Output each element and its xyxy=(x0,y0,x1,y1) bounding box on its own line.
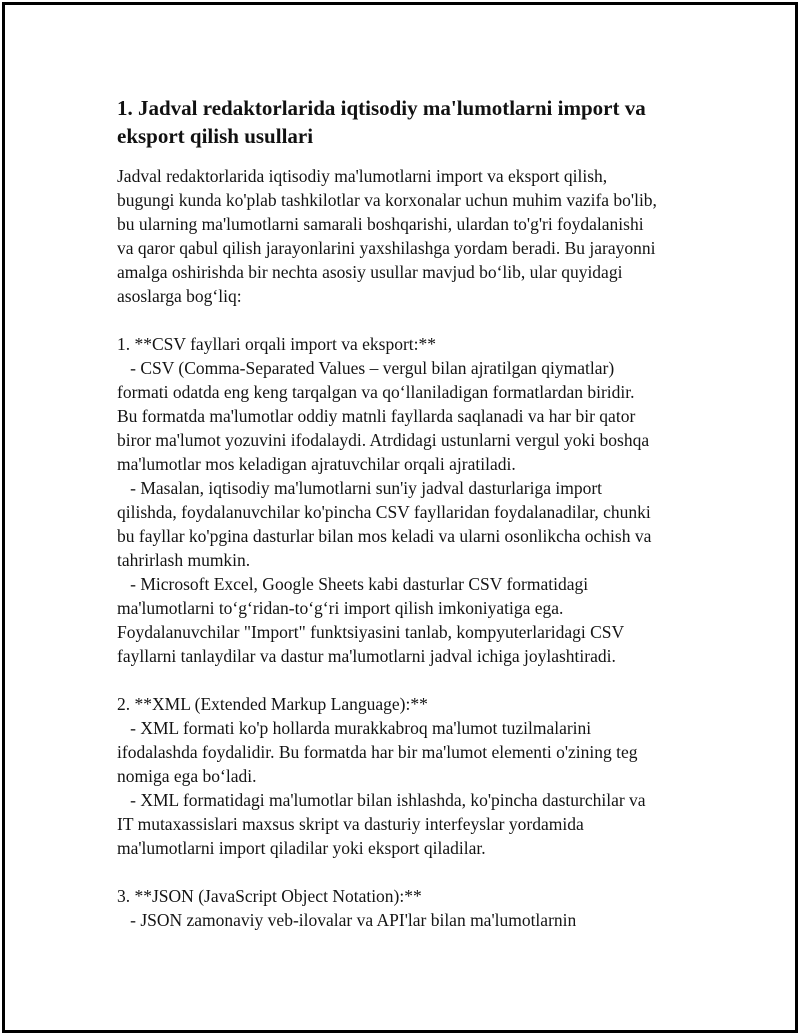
document-body xyxy=(117,164,707,932)
body-line: tahrirlash mumkin. xyxy=(117,550,251,570)
blank-line xyxy=(117,668,707,692)
body-line: bugungi kunda ko'plab tashkilotlar va korxonalar uchun muhim vazifa bo'lib, xyxy=(117,190,657,210)
blank-line xyxy=(117,860,707,884)
body-line: IT mutaxassislari maxsus skript va dasturiy interfeyslar yordamida xyxy=(117,814,584,834)
body-line: Bu formatda ma'lumotlar oddiy matnli fayllarda saqlanadi va har bir qator xyxy=(117,406,636,426)
body-line: - CSV (Comma-Separated Values – vergul bilan ajratilgan qiymatlar) xyxy=(117,358,615,378)
body-line: ma'lumotlar mos keladigan ajratuvchilar orqali ajratiladi. xyxy=(117,454,516,474)
body-line: va qaror qabul qilish jarayonlarini yaxshilashga yordam beradi. Bu jarayonni xyxy=(117,238,656,258)
body-line: 1. **CSV fayllari orqali import va eksport:** xyxy=(117,334,437,354)
body-line: bu ularning ma'lumotlarni samarali boshqarishi, ulardan to'g'ri foydalanishi xyxy=(117,214,644,234)
document-title: 1. Jadval redaktorlarida iqtisodiy ma'lumotlarni import va eksport qilish usullari xyxy=(117,96,646,148)
body-line: fayllarni tanlaydilar va dastur ma'lumotlarni jadval ichiga joylashtiradi. xyxy=(117,646,616,666)
body-line: - JSON zamonaviy veb-ilovalar va API'lar bilan ma'lumotlarnin xyxy=(117,910,577,930)
body-line: formati odatda eng keng tarqalgan va qo‘llaniladigan formatlardan biridir. xyxy=(117,382,635,402)
document-content xyxy=(117,94,707,932)
body-line: nomiga ega bo‘ladi. xyxy=(117,766,257,786)
body-line: Jadval redaktorlarida iqtisodiy ma'lumotlarni import va eksport qilish, xyxy=(117,166,608,186)
body-line: amalga oshirishda bir nechta asosiy usullar mavjud bo‘lib, ular quyidagi xyxy=(117,262,623,282)
body-line: asoslarga bog‘liq: xyxy=(117,286,242,306)
body-line: bu fayllar ko'pgina dasturlar bilan mos keladi va ularni osonlikcha ochish va xyxy=(117,526,652,546)
body-line: - XML formati ko'p hollarda murakkabroq ma'lumot tuzilmalarini xyxy=(117,718,592,738)
body-line: qilishda, foydalanuvchilar ko'pincha CSV fayllaridan foydalanadilar, chunki xyxy=(117,502,651,522)
blank-line xyxy=(117,308,707,332)
body-line: biror ma'lumot yozuvini ifodalaydi. Atrdidagi ustunlarni vergul yoki boshqa xyxy=(117,430,650,450)
body-line: - Microsoft Excel, Google Sheets kabi dasturlar CSV formatidagi xyxy=(117,574,589,594)
body-line: ma'lumotlarni import qiladilar yoki eksport qiladilar. xyxy=(117,838,486,858)
body-line: ma'lumotlarni to‘g‘ridan-to‘g‘ri import qilish imkoniyatiga ega. xyxy=(117,598,564,618)
body-line: 3. **JSON (JavaScript Object Notation):** xyxy=(117,886,422,906)
body-line: ifodalashda foydalidir. Bu formatda har bir ma'lumot elementi o'zining teg xyxy=(117,742,638,762)
body-line: - Masalan, iqtisodiy ma'lumotlarni sun'iy jadval dasturlariga import xyxy=(117,478,603,498)
body-line: 2. **XML (Extended Markup Language):** xyxy=(117,694,428,714)
body-line: Foydalanuvchilar "Import" funktsiyasini tanlab, kompyuterlaridagi CSV xyxy=(117,622,625,642)
body-line: - XML formatidagi ma'lumotlar bilan ishlashda, ko'pincha dasturchilar va xyxy=(117,790,646,810)
